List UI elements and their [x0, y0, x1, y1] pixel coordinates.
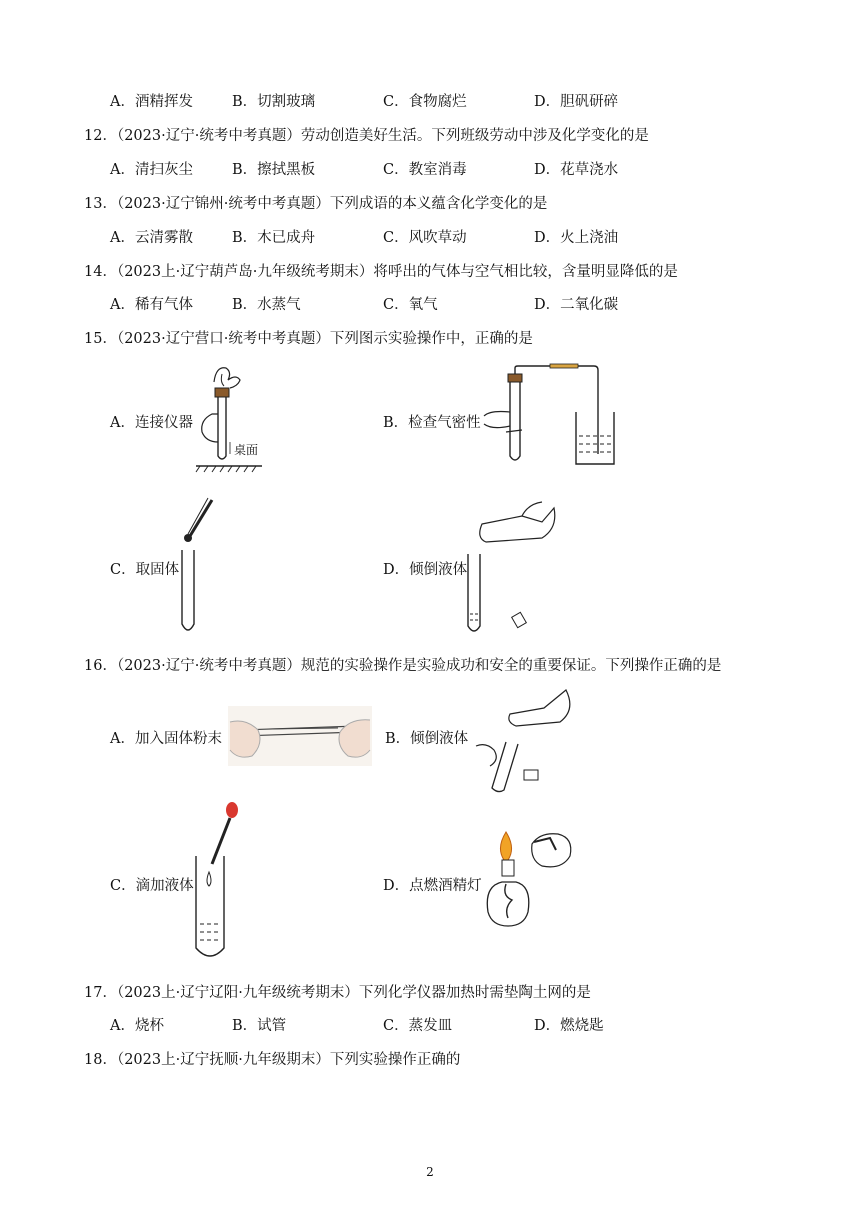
- solid-granule-icon: [184, 534, 192, 542]
- add-powder-illustration: [228, 706, 372, 766]
- option-d[interactable]: D．火上浇油: [534, 230, 619, 246]
- stopper-icon: [215, 388, 229, 397]
- bottle-cap-icon: [524, 770, 538, 780]
- option-d[interactable]: D．倾倒液体: [383, 562, 468, 578]
- option-d[interactable]: D．胆矾研碎: [534, 94, 619, 110]
- option-d[interactable]: D．花草浇水: [534, 162, 619, 178]
- flame-icon: [500, 832, 511, 860]
- option-a[interactable]: A．清扫灰尘: [110, 162, 193, 178]
- question-stem: 16．（2023·辽宁·统考中考真题）规范的实验操作是实验成功和安全的重要保证。下列操作正确的是: [84, 658, 722, 674]
- option-b[interactable]: B．切割玻璃: [232, 94, 316, 110]
- stopper-icon: [508, 374, 522, 382]
- dropper-bulb-icon: [226, 802, 238, 818]
- option-b[interactable]: B．检查气密性: [383, 415, 481, 431]
- bottle-cap-icon: [512, 612, 527, 627]
- question-stem: 17．（2023上·辽宁辽阳·九年级统考期末）下列化学仪器加热时需垫陶土网的是: [84, 985, 591, 1001]
- option-c[interactable]: C．氧气: [383, 297, 438, 313]
- option-c[interactable]: C．滴加液体: [110, 878, 194, 894]
- page-number: 2: [426, 1165, 434, 1179]
- option-b[interactable]: B．擦拭黑板: [232, 162, 316, 178]
- option-a[interactable]: A．云清雾散: [110, 230, 193, 246]
- option-b[interactable]: B．试管: [232, 1018, 287, 1034]
- option-b[interactable]: B．水蒸气: [232, 297, 301, 313]
- connect-apparatus-illustration: [192, 362, 272, 474]
- airtightness-check-illustration: [476, 364, 616, 468]
- option-a[interactable]: A．烧杯: [110, 1018, 164, 1034]
- drop-liquid-illustration: [190, 800, 250, 962]
- question-stem: 14．（2023上·辽宁葫芦岛·九年级统考期末）将呼出的气体与空气相比较，含量明显降低的是: [84, 264, 678, 280]
- option-c[interactable]: C．取固体: [110, 562, 180, 578]
- question-stem: 18．（2023上·辽宁抚顺·九年级期末）下列实验操作正确的: [84, 1052, 461, 1068]
- option-c[interactable]: C．食物腐烂: [383, 94, 467, 110]
- question-stem: 12．（2023·辽宁·统考中考真题）劳动创造美好生活。下列班级劳动中涉及化学变化的是: [84, 128, 649, 144]
- option-c[interactable]: C．蒸发皿: [383, 1018, 453, 1034]
- question-stem: 15．（2023·辽宁营口·统考中考真题）下列图示实验操作中，正确的是: [84, 331, 533, 347]
- option-a[interactable]: A．加入固体粉末: [110, 731, 222, 747]
- light-alcohol-lamp-illustration: [482, 826, 576, 936]
- take-solid-illustration: [176, 496, 220, 636]
- rubber-tube-icon: [550, 364, 578, 368]
- question-stem: 13．（2023·辽宁锦州·统考中考真题）下列成语的本义蕴含化学变化的是: [84, 196, 548, 212]
- option-c[interactable]: C．风吹草动: [383, 230, 467, 246]
- option-d[interactable]: D．二氧化碳: [534, 297, 619, 313]
- pour-liquid-illustration: [462, 498, 562, 638]
- option-d[interactable]: D．点燃酒精灯: [383, 878, 482, 894]
- option-c[interactable]: C．教室消毒: [383, 162, 467, 178]
- option-a[interactable]: A．酒精挥发: [110, 94, 193, 110]
- option-a[interactable]: A．稀有气体: [110, 297, 193, 313]
- option-b[interactable]: B．倾倒液体: [385, 731, 469, 747]
- desk-label: 桌面: [234, 443, 259, 457]
- option-a[interactable]: A．连接仪器: [110, 415, 193, 431]
- option-d[interactable]: D．燃烧匙: [534, 1018, 604, 1034]
- option-b[interactable]: B．木已成舟: [232, 230, 316, 246]
- pour-liquid-illustration: [470, 686, 580, 796]
